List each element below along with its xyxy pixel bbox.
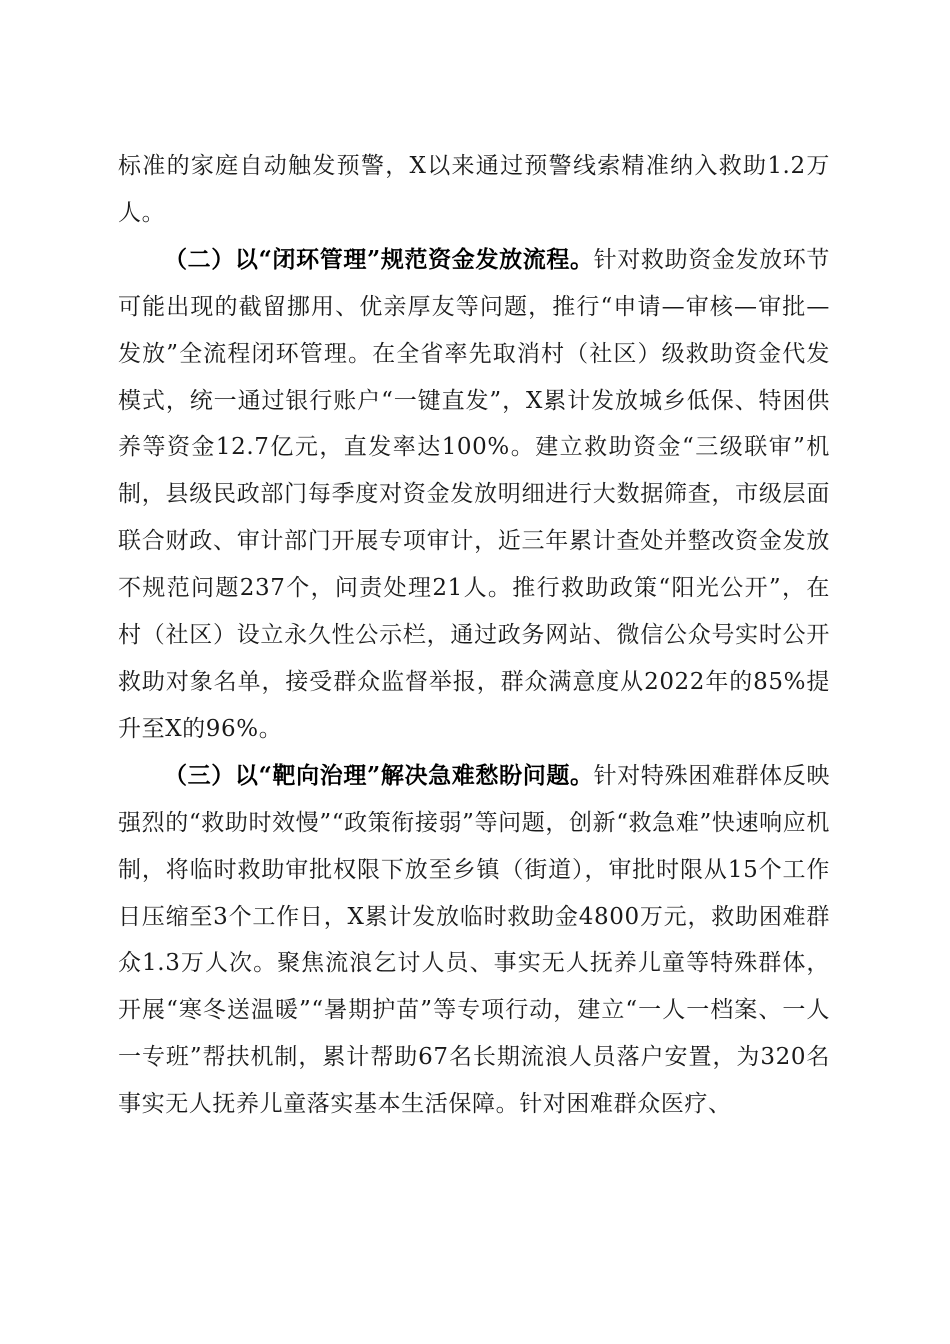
section-heading: （二）以“闭环管理”规范资金发放流程。 (164, 245, 594, 273)
paragraph-continuation (118, 143, 830, 237)
paragraph-text: 针对救助资金发放环节可能出现的截留挪用、优亲厚友等问题，推行“申请—审核—审批—发放”全流程闭环管理。在全省率先取消村（社区）级救助资金代发模式，统一通过银行账户“一键直发”，X累计发放城乡低保、特困供养等资金12.7亿元，直发率达100%。建立救助资金“三级联审”机制，县级民政部门每季度对资金发放明细进行大数据筛查，市级层面联合财政、审计部门开展专项审计，近三年累计查处并整改资金发放不规范问题237个，问责处理21人。推行救助政策“阳光公开”，在村（社区）设立永久性公示栏，通过政务网站、微信公众号实时公开救助对象名单，接受群众监督举报，群众满意度从2022年的85%提升至X的96%。 (118, 246, 831, 742)
paragraph-text: 标准的家庭自动触发预警，X以来通过预警线索精准纳入救助1.2万人。 (118, 153, 830, 226)
section-heading: （三）以“靶向治理”解决急难愁盼问题。 (164, 761, 594, 789)
document-body (118, 143, 830, 1128)
paragraph-section-three (118, 753, 830, 1128)
paragraph-text: 针对特殊困难群体反映强烈的“救助时效慢”“政策衔接弱”等问题，创新“救急难”快速响应机制，将临时救助审批权限下放至乡镇（街道），审批时限从15个工作日压缩至3个工作日，X累计发放临时救助金4800万元，救助困难群众1.3万人次。聚焦流浪乞讨人员、事实无人抚养儿童等特殊群体，开展“寒冬送温暖”“暑期护苗”等专项行动，建立“一人一档案、一人一专班”帮扶机制，累计帮助67名长期流浪人员落户安置，为320名事实无人抚养儿童落实基本生活保障。针对困难群众医疗、 (118, 762, 831, 1118)
paragraph-section-two (118, 237, 830, 753)
